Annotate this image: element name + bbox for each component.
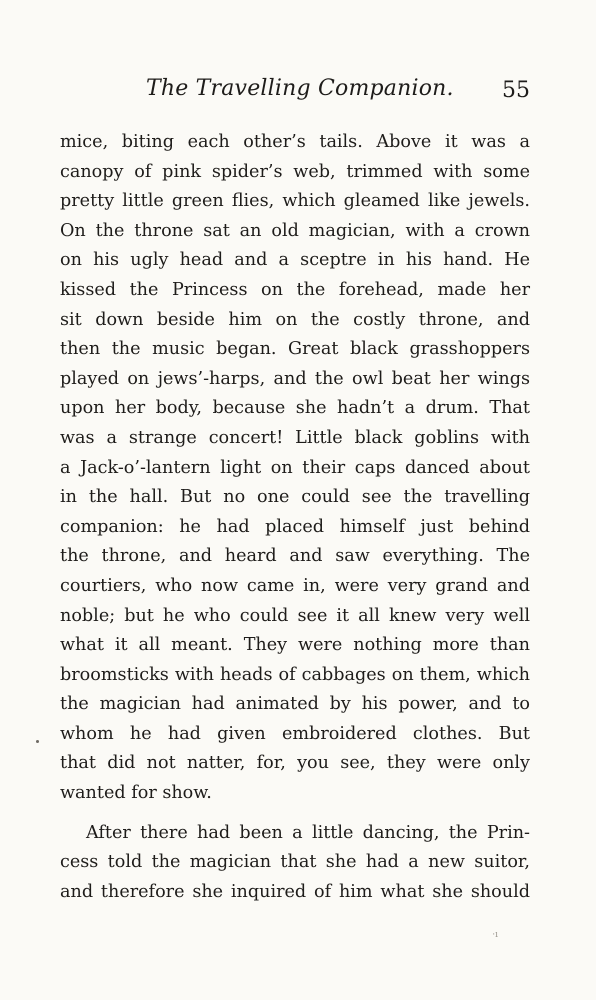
page-speck: ·ı [492, 930, 498, 940]
text-line: cess told the magician that she had a new suitor, [60, 852, 530, 873]
text-line: and therefore she inquired of him what she should [60, 881, 530, 902]
text-line: whom he had given embroidered clothes. But [60, 723, 530, 744]
text-line: was a strange concert! Little black goblins with [60, 427, 530, 448]
text-line: a Jack-o’-lantern light on their caps danced about [60, 457, 530, 478]
text-line: what it all meant. They were nothing more than [60, 635, 530, 656]
text-line: mice, biting each other’s tails. Above it was a [60, 132, 530, 152]
text-line: courtiers, who now came in, were very grand and [60, 575, 530, 596]
text-line: upon her body, because she hadn’t a drum. That [60, 398, 530, 419]
paragraph-2 [60, 819, 530, 908]
text-line: the magician had animated by his power, and to [60, 694, 530, 715]
text-line: On the throne sat an old magician, with a crown [60, 220, 530, 241]
text-line: noble; but he who could see it all knew very well [60, 605, 530, 626]
text-line: broomsticks with heads of cabbages on them, which [60, 664, 530, 685]
margin-speck [36, 740, 39, 743]
text-line: sit down beside him on the costly throne, and [60, 309, 530, 330]
body-text [60, 128, 530, 907]
text-line: then the music began. Great black grasshoppers [60, 339, 530, 360]
text-line-last: wanted for show. [60, 783, 212, 804]
text-line: on his ugly head and a sceptre in his hand. He [60, 250, 530, 271]
paragraph-1 [60, 128, 530, 809]
page-number: 55 [502, 78, 530, 103]
text-line: companion: he had placed himself just behind [60, 516, 530, 537]
text-line: that did not natter, for, you see, they were only [60, 753, 530, 774]
text-line-first: After there had been a little dancing, the Prin- [86, 822, 530, 843]
text-line: kissed the Princess on the forehead, made her [60, 279, 530, 300]
text-line: the throne, and heard and saw everything. The [60, 546, 530, 567]
text-line: canopy of pink spider’s web, trimmed with some [60, 161, 530, 182]
text-line: pretty little green flies, which gleamed like jewels. [60, 191, 530, 212]
running-title: The Travelling Companion. [146, 76, 454, 101]
text-line: in the hall. But no one could see the travelling [60, 487, 530, 508]
running-header [60, 76, 530, 108]
text-line: played on jews’-harps, and the owl beat her wings [60, 368, 530, 389]
